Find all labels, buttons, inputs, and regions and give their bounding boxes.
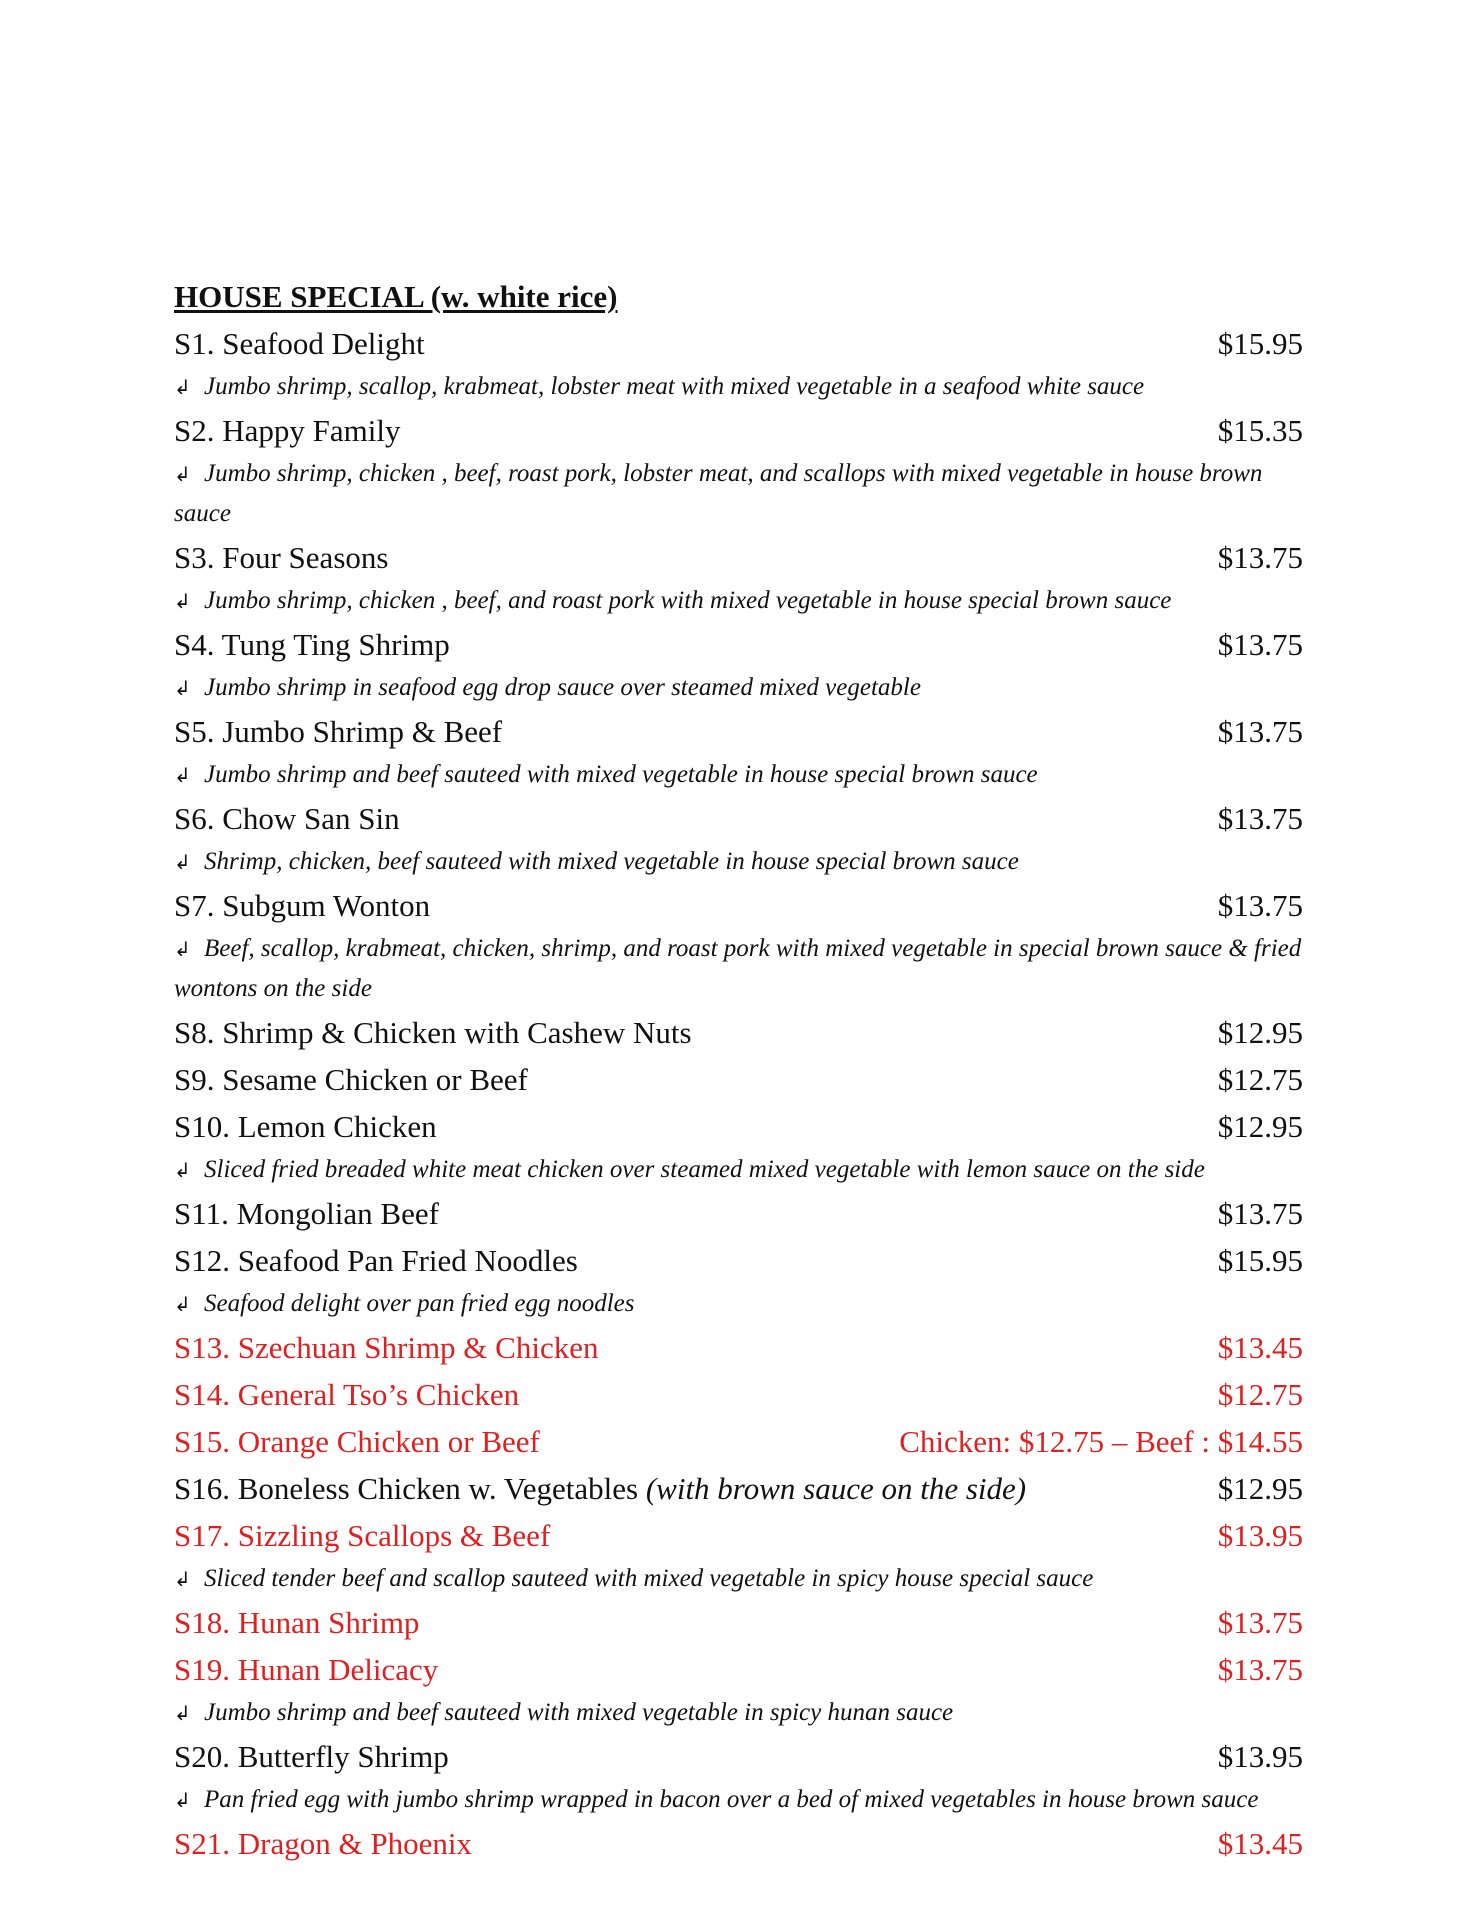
item-name: S5. Jumbo Shrimp & Beef <box>174 713 503 749</box>
item-name: S15. Orange Chicken or Beef <box>174 1423 540 1459</box>
item-price: $15.35 <box>1217 412 1303 448</box>
down-left-arrow-icon: ↲ <box>174 589 191 613</box>
item-description: ↲ Seafood delight over pan fried egg noodles <box>174 1284 1303 1324</box>
item-price: $13.75 <box>1217 887 1303 923</box>
item-description: ↲ Jumbo shrimp, scallop, krabmeat, lobster meat with mixed vegetable in a seafood white sauce <box>174 367 1303 407</box>
down-left-arrow-icon: ↲ <box>174 375 191 399</box>
menu-item-s17 <box>174 1512 1303 1559</box>
menu-item-s8 <box>174 1009 1303 1056</box>
item-name: S20. Butterfly Shrimp <box>174 1738 449 1774</box>
down-left-arrow-icon: ↲ <box>174 1158 191 1182</box>
item-price: $12.95 <box>1217 1014 1303 1050</box>
item-name: S7. Subgum Wonton <box>174 887 431 923</box>
item-name: S19. Hunan Delicacy <box>174 1651 439 1687</box>
item-name: S14. General Tso’s Chicken <box>174 1376 520 1412</box>
item-price: $13.75 <box>1217 1651 1303 1687</box>
menu-item-s13 <box>174 1324 1303 1371</box>
menu-item-s18 <box>174 1599 1303 1646</box>
item-name: S8. Shrimp & Chicken with Cashew Nuts <box>174 1014 692 1050</box>
menu-item-s9 <box>174 1056 1303 1103</box>
item-description: ↲ Beef, scallop, krabmeat, chicken, shrimp, and roast pork with mixed vegetable in special brown sauce & fried wontons on the side <box>174 929 1303 1009</box>
item-name: S21. Dragon & Phoenix <box>174 1825 472 1861</box>
item-price: $12.95 <box>1217 1108 1303 1144</box>
item-name: S1. Seafood Delight <box>174 325 425 361</box>
down-left-arrow-icon: ↲ <box>174 1292 191 1316</box>
item-name: S2. Happy Family <box>174 412 401 448</box>
item-price: $12.75 <box>1217 1376 1303 1412</box>
item-description: ↲ Pan fried egg with jumbo shrimp wrapped in bacon over a bed of mixed vegetables in house brown sauce <box>174 1780 1303 1820</box>
down-left-arrow-icon: ↲ <box>174 937 191 961</box>
item-name: S4. Tung Ting Shrimp <box>174 626 450 662</box>
item-name: S18. Hunan Shrimp <box>174 1604 420 1640</box>
item-name-group <box>174 1471 1026 1507</box>
menu-item-s21 <box>174 1820 1303 1867</box>
item-price: $13.45 <box>1217 1329 1303 1365</box>
item-price: $15.95 <box>1217 1242 1303 1278</box>
item-price: $13.95 <box>1217 1517 1303 1553</box>
item-price: $13.75 <box>1217 1604 1303 1640</box>
item-description: ↲ Jumbo shrimp, chicken , beef, roast pork, lobster meat, and scallops with mixed vegetable in house brown sauce <box>174 454 1303 534</box>
section-title: HOUSE SPECIAL (w. white rice) <box>174 279 618 314</box>
down-left-arrow-icon: ↲ <box>174 676 191 700</box>
menu-item-s11 <box>174 1190 1303 1237</box>
item-price: $13.95 <box>1217 1738 1303 1774</box>
item-note: (with brown sauce on the side) <box>645 1470 1027 1506</box>
menu-item-s10 <box>174 1103 1303 1150</box>
menu-item-s5 <box>174 708 1303 755</box>
item-description: ↲ Sliced fried breaded white meat chicken over steamed mixed vegetable with lemon sauce on the side <box>174 1150 1303 1190</box>
menu-item-s7 <box>174 882 1303 929</box>
item-price: Chicken: $12.75 – Beef : $14.55 <box>899 1423 1303 1459</box>
menu-item-s15 <box>174 1418 1303 1465</box>
item-description: ↲ Jumbo shrimp and beef sauteed with mixed vegetable in spicy hunan sauce <box>174 1693 1303 1733</box>
item-price: $13.75 <box>1217 539 1303 575</box>
menu-item-s2 <box>174 407 1303 454</box>
item-description: ↲ Sliced tender beef and scallop sauteed with mixed vegetable in spicy house special sauce <box>174 1559 1303 1599</box>
item-price: $13.45 <box>1217 1825 1303 1861</box>
item-price: $13.75 <box>1217 626 1303 662</box>
down-left-arrow-icon: ↲ <box>174 1701 191 1725</box>
menu-item-s14 <box>174 1371 1303 1418</box>
item-price: $12.95 <box>1217 1470 1303 1506</box>
item-description: ↲ Jumbo shrimp and beef sauteed with mixed vegetable in house special brown sauce <box>174 755 1303 795</box>
menu-item-s16 <box>174 1465 1303 1512</box>
down-left-arrow-icon: ↲ <box>174 462 191 486</box>
item-price: $13.75 <box>1217 713 1303 749</box>
menu-item-s1 <box>174 320 1303 367</box>
item-name: S6. Chow San Sin <box>174 800 400 836</box>
item-name: S3. Four Seasons <box>174 539 389 575</box>
item-price: $13.75 <box>1217 800 1303 836</box>
down-left-arrow-icon: ↲ <box>174 1788 191 1812</box>
item-name: S16. Boneless Chicken w. Vegetables <box>174 1470 639 1506</box>
item-description: ↲ Jumbo shrimp, chicken , beef, and roast pork with mixed vegetable in house special brown sauce <box>174 581 1303 621</box>
down-left-arrow-icon: ↲ <box>174 1567 191 1591</box>
item-name: S9. Sesame Chicken or Beef <box>174 1061 528 1097</box>
down-left-arrow-icon: ↲ <box>174 850 191 874</box>
menu-item-s20 <box>174 1733 1303 1780</box>
down-left-arrow-icon: ↲ <box>174 763 191 787</box>
menu-item-s3 <box>174 534 1303 581</box>
item-name: S10. Lemon Chicken <box>174 1108 437 1144</box>
menu-item-s19 <box>174 1646 1303 1693</box>
menu-item-s12 <box>174 1237 1303 1284</box>
item-price: $13.75 <box>1217 1195 1303 1231</box>
item-description: ↲ Jumbo shrimp in seafood egg drop sauce over steamed mixed vegetable <box>174 668 1303 708</box>
item-price: $12.75 <box>1217 1061 1303 1097</box>
menu-item-s6 <box>174 795 1303 842</box>
item-price: $15.95 <box>1217 325 1303 361</box>
item-description: ↲ Shrimp, chicken, beef sauteed with mixed vegetable in house special brown sauce <box>174 842 1303 882</box>
item-name: S12. Seafood Pan Fried Noodles <box>174 1242 578 1278</box>
item-name: S17. Sizzling Scallops & Beef <box>174 1517 551 1553</box>
house-special-menu <box>174 278 1303 1867</box>
item-name: S11. Mongolian Beef <box>174 1195 439 1231</box>
menu-item-s4 <box>174 621 1303 668</box>
item-name: S13. Szechuan Shrimp & Chicken <box>174 1329 599 1365</box>
